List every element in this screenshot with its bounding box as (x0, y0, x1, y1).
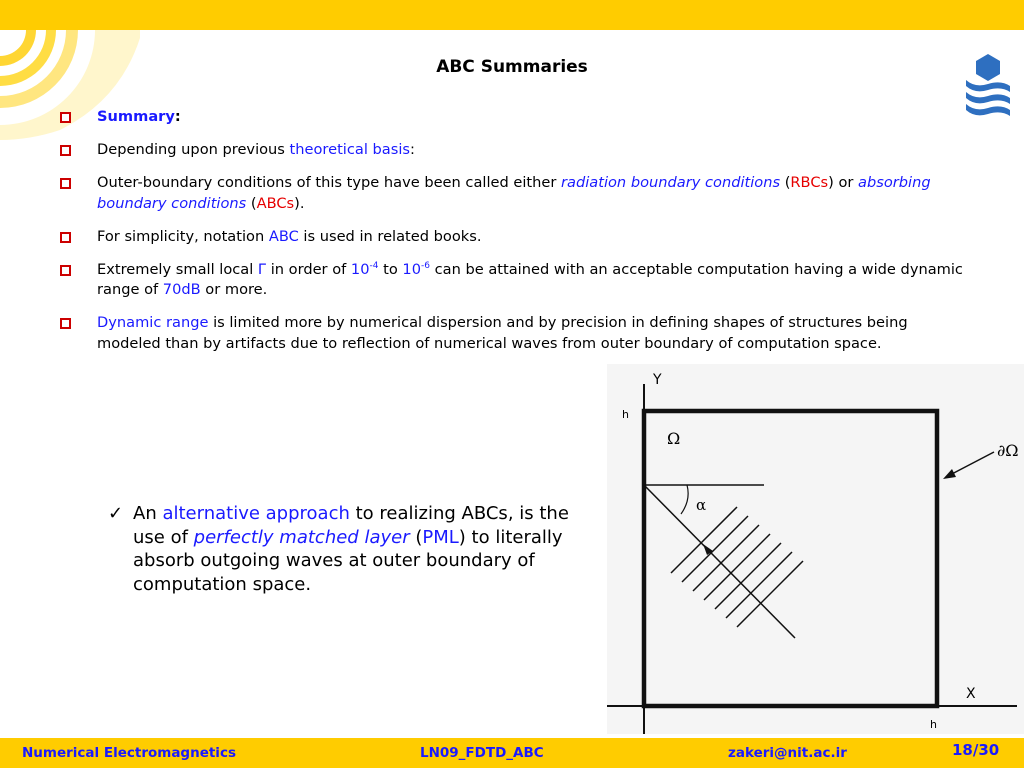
omega-label: Ω (667, 429, 681, 448)
alpha-label: α (696, 496, 707, 514)
footer-lecture: LN09_FDTD_ABC (420, 745, 544, 761)
pml-note-text: An alternative approach to realizing ABCs, is the use of perfectly matched layer (PML) to literally absorb outgoing waves at outer boundary of computation space. (133, 503, 569, 595)
bullet-reflection-coefficient: Extremely small local Γ in order of $10^{-4}$ to $10^{-6}$ can be attained with an acceptable computation having a wide dynamic range of 70dB or more. (60, 260, 972, 301)
checkmark-icon: ✓ (108, 503, 124, 524)
bullet-box-icon (60, 178, 71, 189)
footer-course: Numerical Electromagnetics (22, 745, 236, 761)
x-axis-label: X (966, 686, 976, 702)
bullet-box-icon (60, 232, 71, 243)
bullet-box-icon (60, 112, 71, 123)
footer-email: zakeri@nit.ac.ir (728, 745, 847, 761)
slide-title: ABC Summaries (436, 57, 588, 77)
bullet-dynamic-range: Dynamic range is limited more by numerical dispersion and by precision in defining shapes of structures being modeled than by artifacts due to reflection of numerical waves from outer boundary of computation space. (60, 313, 972, 354)
h-label-left: h (622, 408, 629, 421)
bullet-outer-boundary: Outer-boundary conditions of this type have been called either radiation boundary conditions (RBCs) or absorbing boundary conditions (ABCs). (60, 173, 972, 214)
top-bar (0, 0, 1024, 30)
y-axis-label: Y (653, 372, 662, 388)
bullet-box-icon (60, 265, 71, 276)
bullet-list (60, 107, 972, 367)
h-label-bottom: h (930, 718, 937, 731)
bullet-theoretical-basis: Depending upon previous theoretical basis: (60, 140, 972, 161)
bullet-summary: Summary: (60, 107, 972, 128)
page-number: 18/30 (952, 741, 1000, 759)
domain-diagram (607, 364, 1024, 734)
bullet-box-icon (60, 318, 71, 329)
bullet-notation: For simplicity, notation ABC is used in related books. (60, 227, 972, 248)
boundary-label: ∂Ω (997, 441, 1019, 460)
pml-note (108, 502, 588, 596)
computation-domain-figure (607, 364, 1024, 734)
summary-label: Summary (97, 108, 175, 125)
bullet-box-icon (60, 145, 71, 156)
